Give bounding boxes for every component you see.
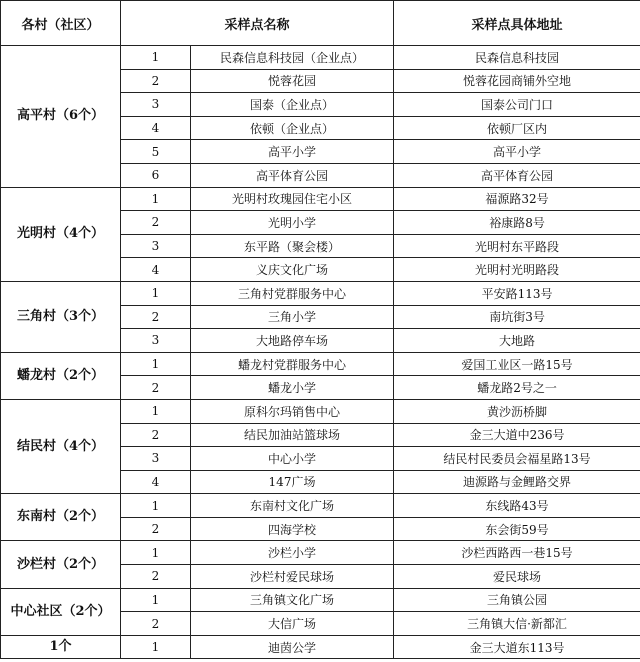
site-name-cell: 蟠龙村党群服务中心 <box>191 352 394 376</box>
village-name-cell: 1个 <box>1 635 121 659</box>
row-number-cell: 1 <box>121 588 191 612</box>
table-body <box>1 46 640 659</box>
site-name-cell: 147广场 <box>191 470 394 494</box>
site-address-cell: 三角镇大信·新都汇 <box>394 612 640 636</box>
header-site-name: 采样点名称 <box>121 1 394 46</box>
site-name-cell: 三角小学 <box>191 305 394 329</box>
site-name-cell: 三角村党群服务中心 <box>191 281 394 305</box>
row-number-cell: 2 <box>121 376 191 400</box>
site-address-cell: 迪源路与金鲤路交界 <box>394 470 640 494</box>
site-address-cell: 蟠龙路2号之一 <box>394 376 640 400</box>
site-name-cell: 依顿（企业点） <box>191 116 394 140</box>
site-address-cell: 东会街59号 <box>394 517 640 541</box>
site-name-cell: 大信广场 <box>191 612 394 636</box>
site-name-cell: 大地路停车场 <box>191 329 394 353</box>
village-name-cell: 沙栏村（2个） <box>1 541 121 588</box>
table-row <box>1 588 640 612</box>
site-name-cell: 义庆文化广场 <box>191 258 394 282</box>
site-name-cell: 沙栏村爱民球场 <box>191 565 394 589</box>
site-address-cell: 福源路32号 <box>394 187 640 211</box>
site-name-cell: 民森信息科技园（企业点） <box>191 46 394 70</box>
table-row <box>1 187 640 211</box>
row-number-cell: 2 <box>121 612 191 636</box>
row-number-cell: 1 <box>121 187 191 211</box>
table-row <box>1 46 640 70</box>
header-village: 各村（社区） <box>1 1 121 46</box>
site-address-cell: 黄沙沥桥脚 <box>394 399 640 423</box>
table-row <box>1 352 640 376</box>
site-name-cell: 高平小学 <box>191 140 394 164</box>
row-number-cell: 2 <box>121 517 191 541</box>
site-address-cell: 东线路43号 <box>394 494 640 518</box>
site-name-cell: 悦蓉花园 <box>191 69 394 93</box>
site-name-cell: 三角镇文化广场 <box>191 588 394 612</box>
row-number-cell: 4 <box>121 470 191 494</box>
site-name-cell: 迪茵公学 <box>191 635 394 659</box>
row-number-cell: 3 <box>121 93 191 117</box>
site-address-cell: 爱国工业区一路15号 <box>394 352 640 376</box>
village-name-cell: 中心社区（2个） <box>1 588 121 635</box>
site-name-cell: 蟠龙小学 <box>191 376 394 400</box>
site-address-cell: 大地路 <box>394 329 640 353</box>
table-row <box>1 541 640 565</box>
site-address-cell: 光明村东平路段 <box>394 234 640 258</box>
table-row <box>1 635 640 659</box>
header-address: 采样点具体地址 <box>394 1 640 46</box>
row-number-cell: 3 <box>121 234 191 258</box>
village-name-cell: 结民村（4个） <box>1 399 121 493</box>
row-number-cell: 1 <box>121 399 191 423</box>
row-number-cell: 1 <box>121 46 191 70</box>
village-name-cell: 东南村（2个） <box>1 494 121 541</box>
row-number-cell: 5 <box>121 140 191 164</box>
site-name-cell: 四海学校 <box>191 517 394 541</box>
site-name-cell: 高平体育公园 <box>191 163 394 187</box>
site-address-cell: 高平小学 <box>394 140 640 164</box>
row-number-cell: 2 <box>121 305 191 329</box>
site-name-cell: 光明小学 <box>191 211 394 235</box>
site-address-cell: 悦蓉花园商铺外空地 <box>394 69 640 93</box>
row-number-cell: 2 <box>121 423 191 447</box>
row-number-cell: 4 <box>121 116 191 140</box>
row-number-cell: 2 <box>121 69 191 93</box>
site-address-cell: 依顿厂区内 <box>394 116 640 140</box>
site-address-cell: 高平体育公园 <box>394 163 640 187</box>
table-row <box>1 494 640 518</box>
site-address-cell: 沙栏西路西一巷15号 <box>394 541 640 565</box>
row-number-cell: 4 <box>121 258 191 282</box>
village-name-cell: 三角村（3个） <box>1 281 121 352</box>
table-row <box>1 399 640 423</box>
site-name-cell: 东平路（聚会楼） <box>191 234 394 258</box>
row-number-cell: 6 <box>121 163 191 187</box>
row-number-cell: 2 <box>121 211 191 235</box>
site-address-cell: 光明村光明路段 <box>394 258 640 282</box>
village-name-cell: 光明村（4个） <box>1 187 121 281</box>
row-number-cell: 1 <box>121 352 191 376</box>
village-name-cell: 蟠龙村（2个） <box>1 352 121 399</box>
village-name-cell: 高平村（6个） <box>1 46 121 188</box>
site-address-cell: 金三大道中236号 <box>394 423 640 447</box>
table-row <box>1 281 640 305</box>
site-address-cell: 民森信息科技园 <box>394 46 640 70</box>
site-name-cell: 国泰（企业点） <box>191 93 394 117</box>
header-row <box>1 1 640 46</box>
site-address-cell: 爱民球场 <box>394 565 640 589</box>
site-name-cell: 中心小学 <box>191 447 394 471</box>
row-number-cell: 1 <box>121 281 191 305</box>
site-name-cell: 光明村玫瑰园住宅小区 <box>191 187 394 211</box>
site-name-cell: 原科尔玛销售中心 <box>191 399 394 423</box>
row-number-cell: 3 <box>121 329 191 353</box>
site-name-cell: 结民加油站篮球场 <box>191 423 394 447</box>
site-address-cell: 裕康路8号 <box>394 211 640 235</box>
row-number-cell: 3 <box>121 447 191 471</box>
site-name-cell: 东南村文化广场 <box>191 494 394 518</box>
site-address-cell: 三角镇公园 <box>394 588 640 612</box>
site-address-cell: 结民村民委员会福星路13号 <box>394 447 640 471</box>
site-address-cell: 金三大道东113号 <box>394 635 640 659</box>
site-address-cell: 平安路113号 <box>394 281 640 305</box>
site-name-cell: 沙栏小学 <box>191 541 394 565</box>
site-address-cell: 南坑街3号 <box>394 305 640 329</box>
site-address-cell: 国泰公司门口 <box>394 93 640 117</box>
row-number-cell: 2 <box>121 565 191 589</box>
row-number-cell: 1 <box>121 635 191 659</box>
row-number-cell: 1 <box>121 541 191 565</box>
row-number-cell: 1 <box>121 494 191 518</box>
